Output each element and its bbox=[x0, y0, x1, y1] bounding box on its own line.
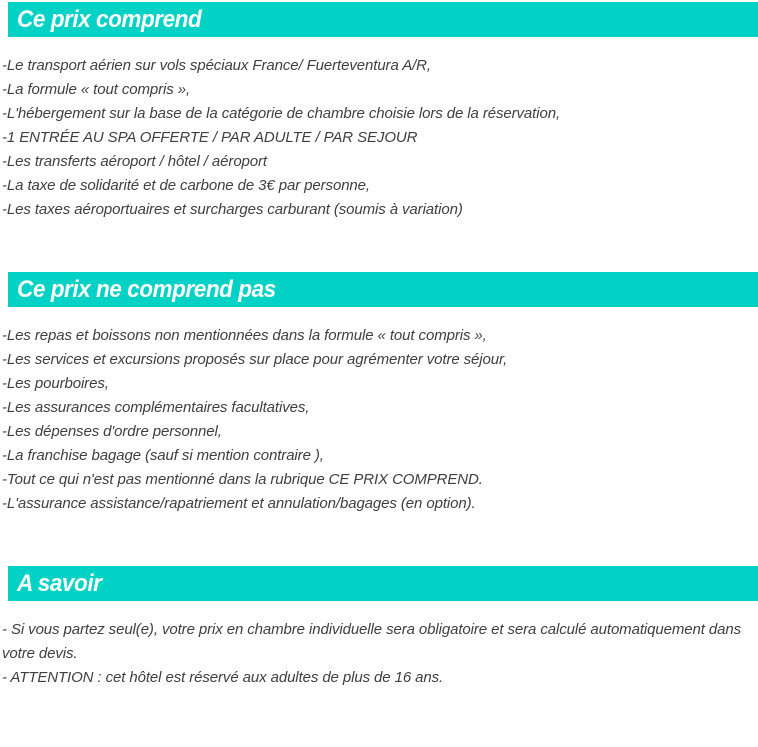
list-item: -La formule « tout compris », bbox=[2, 81, 191, 98]
section-title: Ce prix comprend bbox=[17, 5, 202, 33]
section-title: Ce prix ne comprend pas bbox=[17, 275, 276, 303]
section-price-excludes bbox=[0, 272, 758, 516]
list-item: -Les assurances complémentaires facultatives, bbox=[2, 399, 310, 416]
list-item: -1 ENTRÉE AU SPA OFFERTE / PAR ADULTE / PAR SEJOUR bbox=[2, 129, 418, 146]
section-header-price-excludes bbox=[8, 272, 758, 307]
list-item: -Les pourboires, bbox=[2, 375, 109, 392]
list-item: -Les services et excursions proposés sur place pour agrémenter votre séjour, bbox=[2, 351, 508, 368]
section-good-to-know bbox=[0, 566, 758, 690]
list-item: - ATTENTION : cet hôtel est réservé aux adultes de plus de 16 ans. bbox=[2, 669, 444, 686]
list-item: -Tout ce qui n'est pas mentionné dans la rubrique CE PRIX COMPREND. bbox=[2, 471, 483, 488]
good-to-know-list bbox=[2, 618, 754, 690]
section-header-price-includes bbox=[8, 2, 758, 37]
list-item: -Les repas et boissons non mentionnées dans la formule « tout compris », bbox=[2, 327, 487, 344]
list-item: -Les taxes aéroportuaires et surcharges carburant (soumis à variation) bbox=[2, 201, 463, 218]
section-price-includes bbox=[0, 2, 758, 222]
list-item: -La taxe de solidarité et de carbone de 3€ par personne, bbox=[2, 177, 370, 194]
list-item: - Si vous partez seul(e), votre prix en chambre individuelle sera obligatoire et sera calculé automatiquement dans votre devis. bbox=[2, 621, 741, 662]
price-includes-list bbox=[2, 54, 754, 222]
list-item: -Les dépenses d'ordre personnel, bbox=[2, 423, 222, 440]
list-item: -L'hébergement sur la base de la catégorie de chambre choisie lors de la réservation, bbox=[2, 105, 561, 122]
list-item: -La franchise bagage (sauf si mention contraire ), bbox=[2, 447, 324, 464]
list-item: -Le transport aérien sur vols spéciaux France/ Fuerteventura A/R, bbox=[2, 57, 431, 74]
price-excludes-list bbox=[2, 324, 754, 516]
list-item: -L'assurance assistance/rapatriement et annulation/bagages (en option). bbox=[2, 495, 476, 512]
list-item: -Les transferts aéroport / hôtel / aéroport bbox=[2, 153, 268, 170]
section-header-good-to-know bbox=[8, 566, 758, 601]
section-title: A savoir bbox=[17, 569, 102, 597]
